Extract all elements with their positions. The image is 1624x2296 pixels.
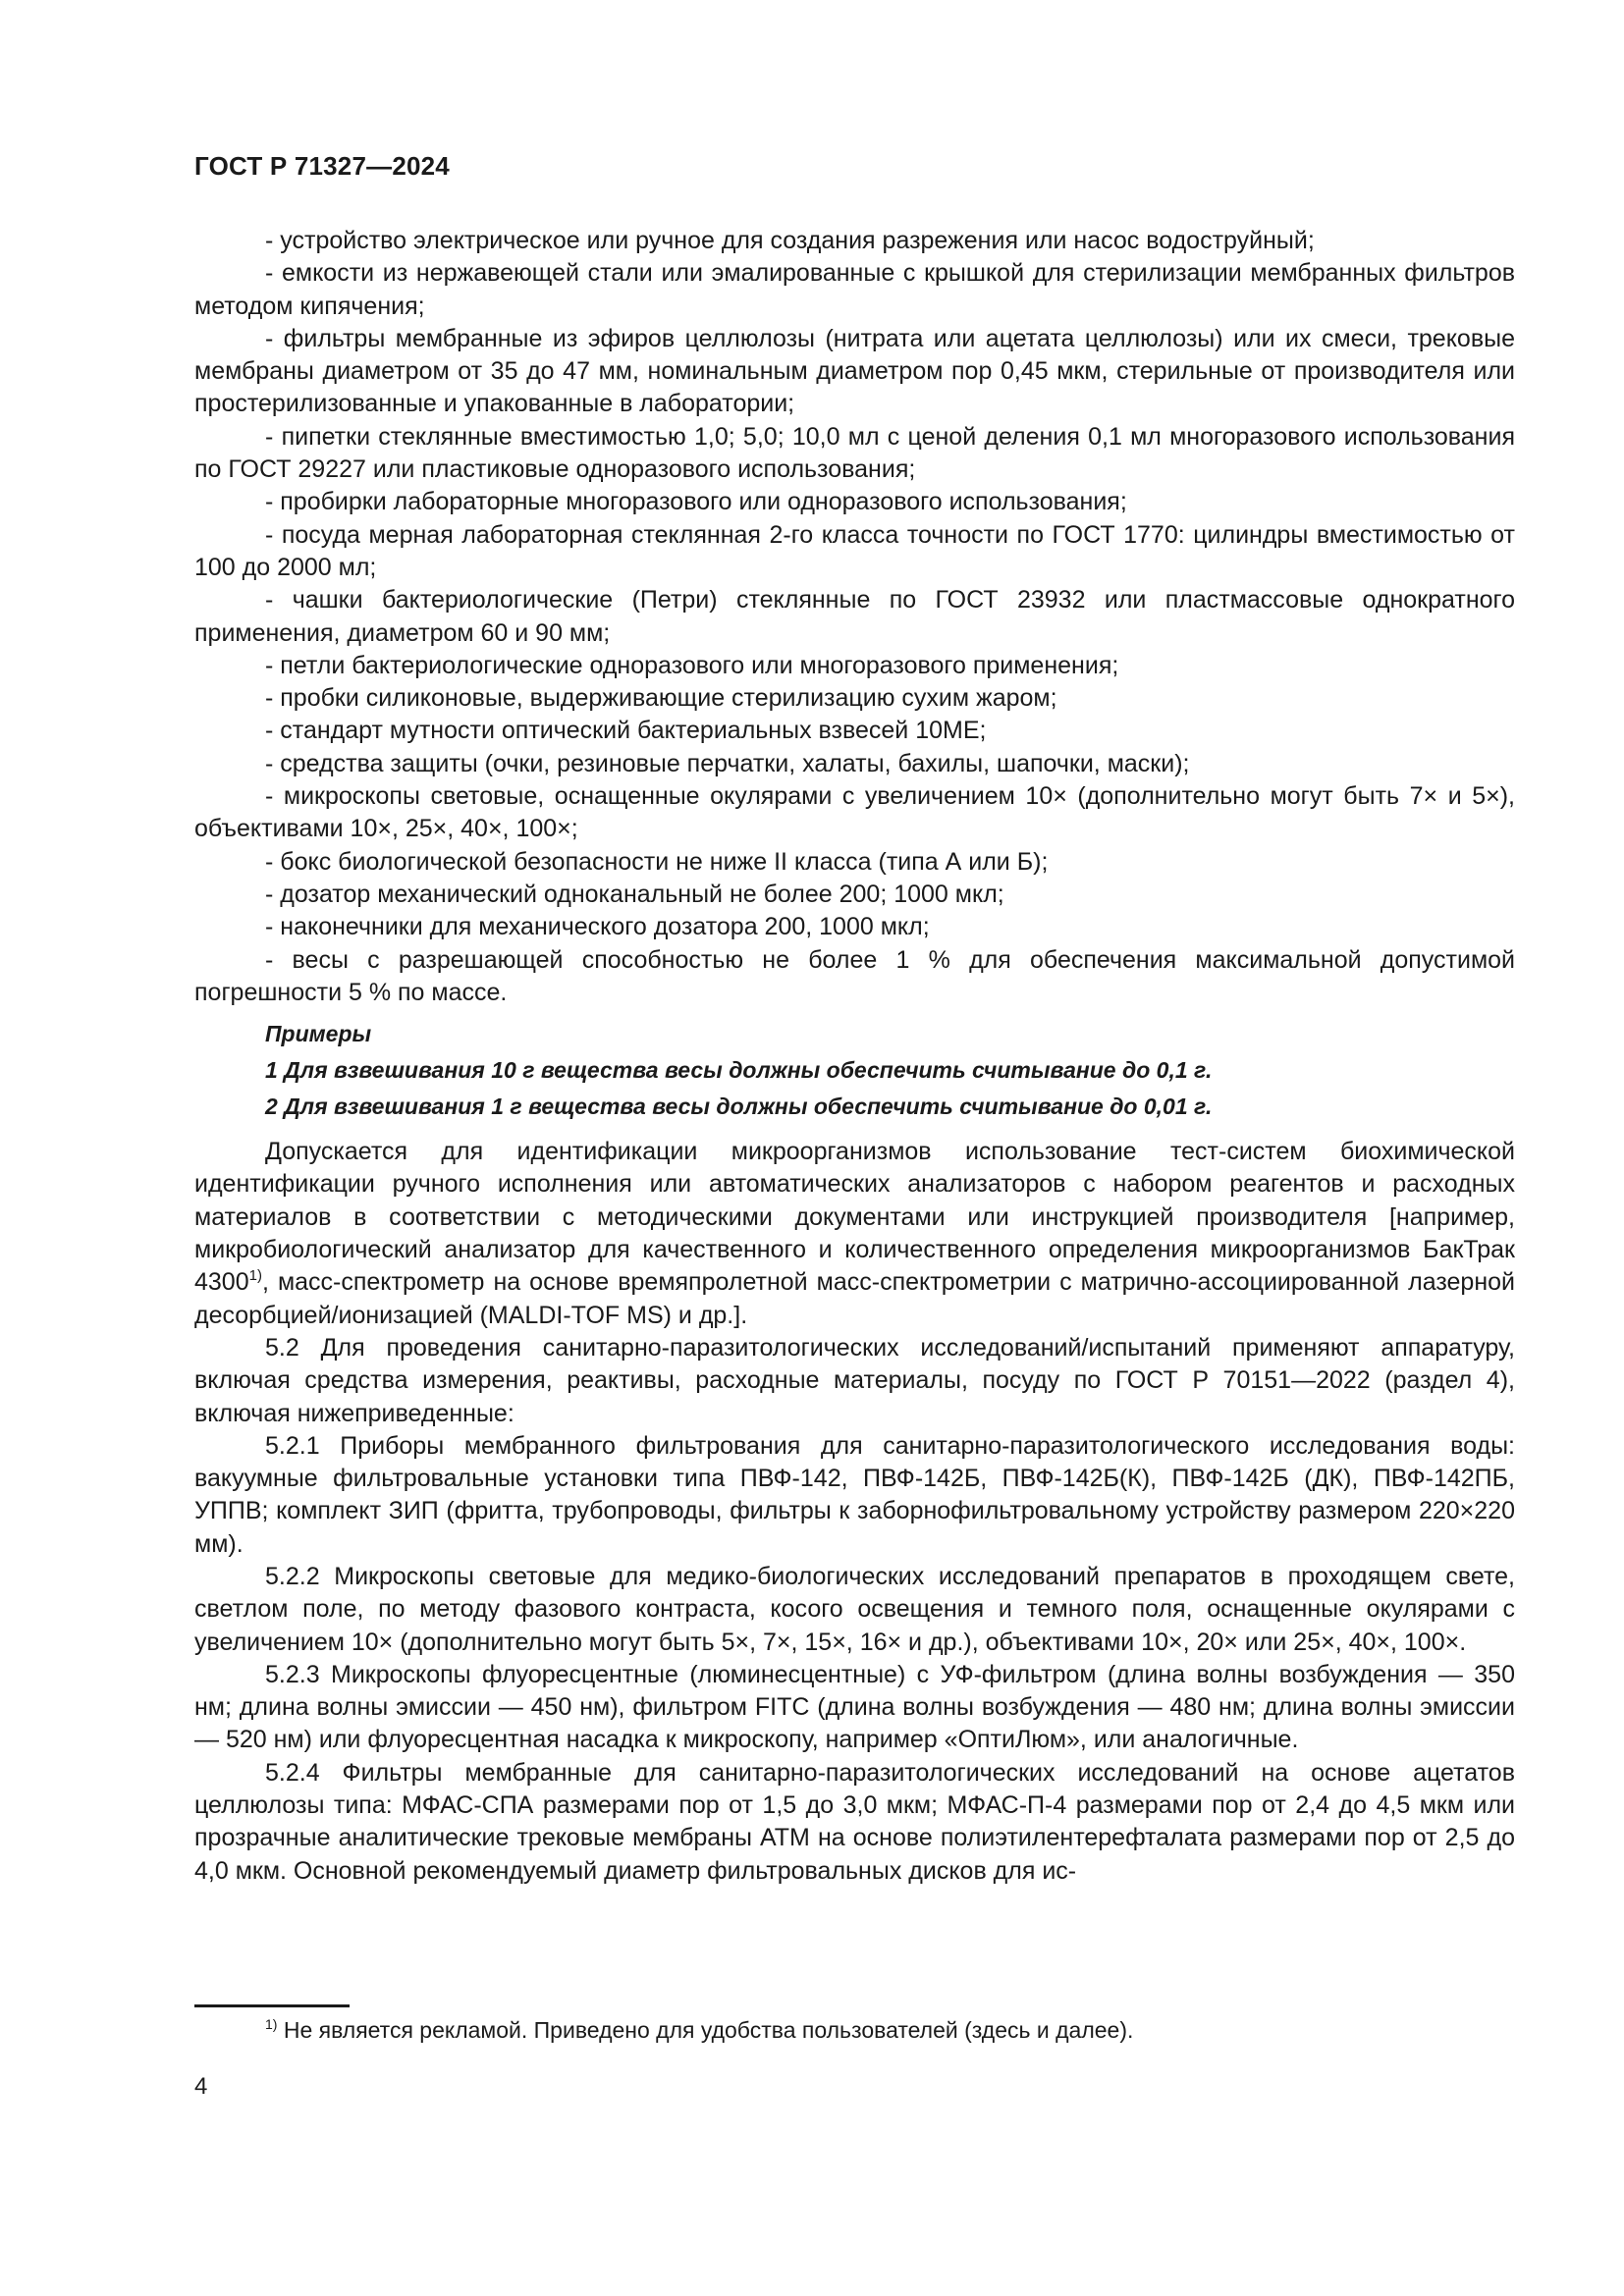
list-item: - пробки силиконовые, выдерживающие стерилизацию сухим жаром; bbox=[265, 684, 1057, 713]
list-item: - пипетки стеклянные вместимостью 1,0; 5,0; 10,0 мл с ценой деления 0,1 мл многоразового использования по ГОСТ 29227 или пластиковые одноразового использования; bbox=[194, 422, 1515, 484]
footnote-reference: 1) bbox=[248, 1267, 262, 1285]
paragraph-text: , масс-спектрометр на основе времяпролетной масс-спектрометрии с матрично-ассоциированной лазерной десорбцией/ионизацией (MALDI-TOF MS) и др.]. bbox=[194, 1268, 1515, 1329]
paragraph-identification bbox=[194, 1136, 1515, 1332]
example-item: 2 Для взвешивания 1 г вещества весы должны обеспечить считывание до 0,01 г. bbox=[265, 1094, 1213, 1120]
document-body bbox=[194, 225, 1515, 1888]
list-item: - стандарт мутности оптический бактериальных взвесей 10МЕ; bbox=[265, 717, 987, 745]
paragraph-text: Допускается для идентификации микроорганизмов использование тест-систем биохимической идентификации ручного исполнения или автоматических анализаторов с набором реагентов и расходных материалов в соответствии с методическими документами или инструкцией производителя [например, микробиологический анализатор для качественного и количественного определения микроорганизмов БакТрак 4300 bbox=[194, 1138, 1515, 1297]
section-5-2-1: 5.2.1 Приборы мембранного фильтрования для санитарно-паразитологического исследования воды: вакуумные фильтровальные установки типа ПВФ-142, ПВФ-142Б, ПВФ-142Б(К), ПВФ-142Б (ДК), ПВФ-142ПБ, УППВ; комплект ЗИП (фритта, трубопроводы, фильтры к заборнофильтровальному устройству размером 220×220 мм). bbox=[194, 1431, 1515, 1558]
list-item: - чашки бактериологические (Петри) стеклянные по ГОСТ 23932 или пластмассовые однократного применения, диаметром 60 и 90 мм; bbox=[194, 586, 1515, 647]
list-item: - фильтры мембранные из эфиров целлюлозы (нитрата или ацетата целлюлозы) или их смеси, трековые мембраны диаметром от 35 до 47 мм, номинальным диаметром пор 0,45 мкм, стерильные от производителя или простерилизованные и упакованные в лаборатории; bbox=[194, 324, 1515, 418]
examples-heading: Примеры bbox=[265, 1021, 372, 1047]
section-5-2-3: 5.2.3 Микроскопы флуоресцентные (люминесцентные) с УФ-фильтром (длина волны возбуждения — 350 нм; длина волны эмиссии — 450 нм), фильтром FITC (длина волны возбуждения — 480 нм; длина волны эмиссии — 520 нм) или флуоресцентная насадка к микроскопу, например «ОптиЛюм», или аналогичные. bbox=[194, 1660, 1515, 1754]
footnote bbox=[265, 2015, 1133, 2045]
list-item: - микроскопы световые, оснащенные окулярами с увеличением 10× (дополнительно могут быть 7× и 5×), объективами 10×, 25×, 40×, 100×; bbox=[194, 782, 1515, 843]
list-item: - устройство электрическое или ручное для создания разрежения или насос водоструйный; bbox=[265, 227, 1315, 254]
page-number: 4 bbox=[194, 2073, 208, 2100]
list-item: - наконечники для механического дозатора 200, 1000 мкл; bbox=[265, 913, 930, 941]
list-item: - средства защиты (очки, резиновые перчатки, халаты, бахилы, шапочки, маски); bbox=[265, 749, 1190, 777]
list-item: - петли бактериологические одноразового или многоразового применения; bbox=[265, 651, 1119, 679]
section-5-2-4: 5.2.4 Фильтры мембранные для санитарно-паразитологических исследований на основе ацетатов целлюлозы типа: МФАС-СПА размерами пор от 1,5 до 3,0 мкм; МФАС-П-4 размерами пор от 2,4 до 4,5 мкм или прозрачные аналитические трековые мембраны АТМ на основе полиэтилентерефталата размерами пор от 2,5 до 4,0 мкм. Основной рекомендуемый диаметр фильтровальных дисков для ис- bbox=[194, 1758, 1515, 1885]
list-item: - весы с разрешающей способностью не более 1 % для обеспечения максимальной допустимой погрешности 5 % по массе. bbox=[194, 945, 1515, 1006]
footnote-text: Не является рекламой. Приведено для удобства пользователей (здесь и далее). bbox=[277, 2017, 1134, 2043]
list-item: - емкости из нержавеющей стали или эмалированные с крышкой для стерилизации мембранных фильтров методом кипячения; bbox=[194, 259, 1515, 320]
list-item: - дозатор механический одноканальный не более 200; 1000 мкл; bbox=[265, 880, 1004, 908]
examples-block bbox=[194, 1021, 1515, 1120]
document-header: ГОСТ Р 71327—2024 bbox=[194, 151, 450, 181]
footnote-marker: 1) bbox=[265, 2016, 278, 2032]
footnote-divider bbox=[194, 2004, 350, 2007]
list-item: - пробирки лабораторные многоразового или одноразового использования; bbox=[265, 488, 1127, 516]
section-5-2: 5.2 Для проведения санитарно-паразитологических исследований/испытаний применяют аппаратуру, включая средства измерения, реактивы, расходные материалы, посуду по ГОСТ Р 70151—2022 (раздел 4), включая нижеприведенные: bbox=[194, 1333, 1515, 1427]
list-item: - посуда мерная лабораторная стеклянная 2-го класса точности по ГОСТ 1770: цилиндры вместимостью от 100 до 2000 мл; bbox=[194, 520, 1515, 581]
section-5-2-2: 5.2.2 Микроскопы световые для медико-биологических исследований препаратов в проходящем свете, светлом поле, по методу фазового контраста, косого освещения и темного поля, оснащенные окулярами с увеличением 10× (дополнительно могут быть 5×, 7×, 15×, 16× и др.), объективами 10×, 20× или 25×, 40×, 100×. bbox=[194, 1562, 1515, 1656]
list-item: - бокс биологической безопасности не ниже II класса (типа А или Б); bbox=[265, 847, 1049, 876]
example-item: 1 Для взвешивания 10 г вещества весы должны обеспечить считывание до 0,1 г. bbox=[265, 1057, 1213, 1084]
